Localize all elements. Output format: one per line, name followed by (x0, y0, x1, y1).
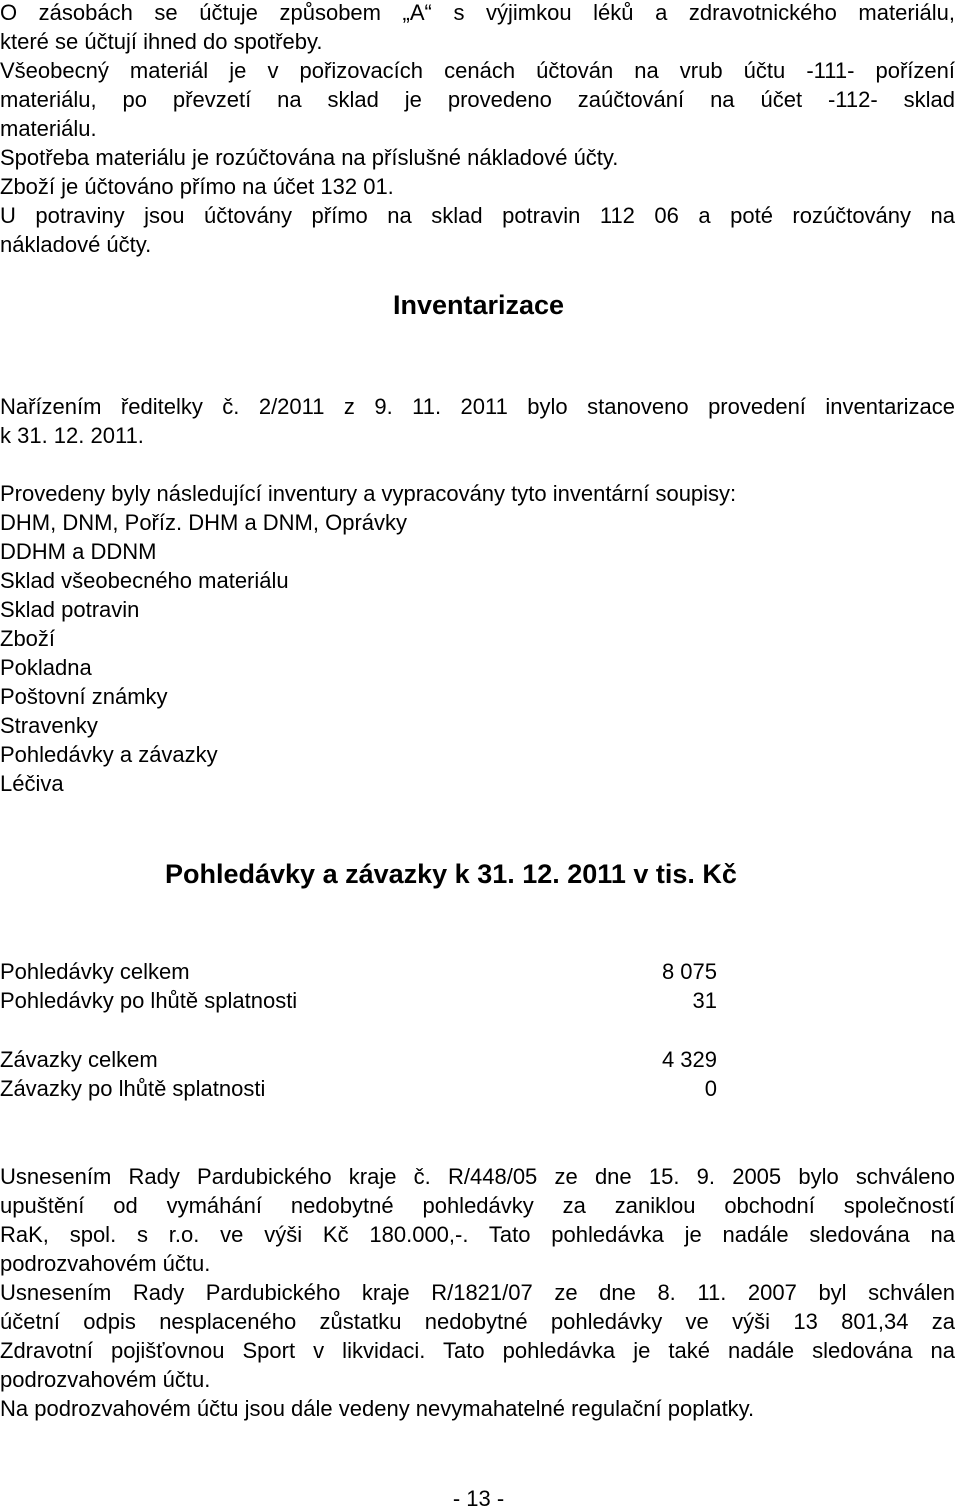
intro-line: Všeobecný materiál je v pořizovacích cenách účtován na vrub účtu -111- pořízení (0, 58, 955, 83)
resolution-line: upuštění od vymáhání nedobytné pohledávky za zaniklou obchodní společností (0, 1193, 955, 1218)
inventory-list-item: Zboží (0, 626, 56, 651)
inventory-list-item: Poštovní známky (0, 684, 168, 709)
inventory-list-item: Pohledávky a závazky (0, 742, 218, 767)
resolution-line: účetní odpis nesplaceného zůstatku nedobytné pohledávky ve výši 13 801,34 za (0, 1309, 955, 1334)
row-value: 8 075 (661, 959, 717, 984)
intro-line: O zásobách se účtuje způsobem „A“ s výjimkou léků a zdravotnického materiálu, (0, 0, 955, 25)
inventory-list-item: Pokladna (0, 655, 92, 680)
resolution-line: Usnesením Rady Pardubického kraje č. R/448/05 ze dne 15. 9. 2005 bylo schváleno (0, 1164, 955, 1189)
decree-line: Nařízením ředitelky č. 2/2011 z 9. 11. 2011 bylo stanoveno provedení inventarizace (0, 394, 955, 419)
inventory-list-item: Stravenky (0, 713, 98, 738)
intro-line: Spotřeba materiálu je rozúčtována na příslušné nákladové účty. (0, 145, 619, 170)
inventory-list-item: DDHM a DDNM (0, 539, 157, 564)
row-label: Pohledávky po lhůtě splatnosti (0, 988, 298, 1013)
inventory-heading: Inventarizace (392, 290, 565, 320)
page-number: - 13 - (452, 1486, 505, 1511)
resolution-line: Usnesením Rady Pardubického kraje R/1821/07 ze dne 8. 11. 2007 byl schválen (0, 1280, 955, 1305)
receivables-heading: Pohledávky a závazky k 31. 12. 2011 v tis. Kč (165, 859, 737, 889)
inventory-intro: Provedeny byly následující inventury a vypracovány tyto inventární soupisy: (0, 481, 737, 506)
row-value: 4 329 (661, 1047, 717, 1072)
resolution-line: Zdravotní pojišťovnou Sport v likvidaci. Tato pohledávka je také nadále sledována na (0, 1338, 955, 1363)
row-label: Závazky celkem (0, 1047, 158, 1072)
inventory-list-item: Sklad potravin (0, 597, 140, 622)
resolution-line: Na podrozvahovém účtu jsou dále vedeny nevymahatelné regulační poplatky. (0, 1396, 755, 1421)
resolution-line: podrozvahovém účtu. (0, 1251, 211, 1276)
decree-line: k 31. 12. 2011. (0, 423, 144, 448)
intro-line: Zboží je účtováno přímo na účet 132 01. (0, 174, 394, 199)
intro-line: které se účtují ihned do spotřeby. (0, 29, 323, 54)
intro-line: nákladové účty. (0, 232, 152, 257)
row-label: Závazky po lhůtě splatnosti (0, 1076, 266, 1101)
row-value: 31 (692, 988, 717, 1013)
row-value: 0 (704, 1076, 717, 1101)
intro-line: U potraviny jsou účtovány přímo na sklad potravin 112 06 a poté rozúčtovány na (0, 203, 955, 228)
inventory-list-item: Léčiva (0, 771, 64, 796)
resolution-line: RaK, spol. s r.o. ve výši Kč 180.000,-. Tato pohledávka je nadále sledována na (0, 1222, 955, 1247)
intro-line: materiálu. (0, 116, 97, 141)
intro-line: materiálu, po převzetí na sklad je provedeno zaúčtování na účet -112- sklad (0, 87, 955, 112)
inventory-list-item: DHM, DNM, Poříz. DHM a DNM, Oprávky (0, 510, 408, 535)
inventory-list-item: Sklad všeobecného materiálu (0, 568, 289, 593)
resolution-line: podrozvahovém účtu. (0, 1367, 211, 1392)
row-label: Pohledávky celkem (0, 959, 190, 984)
